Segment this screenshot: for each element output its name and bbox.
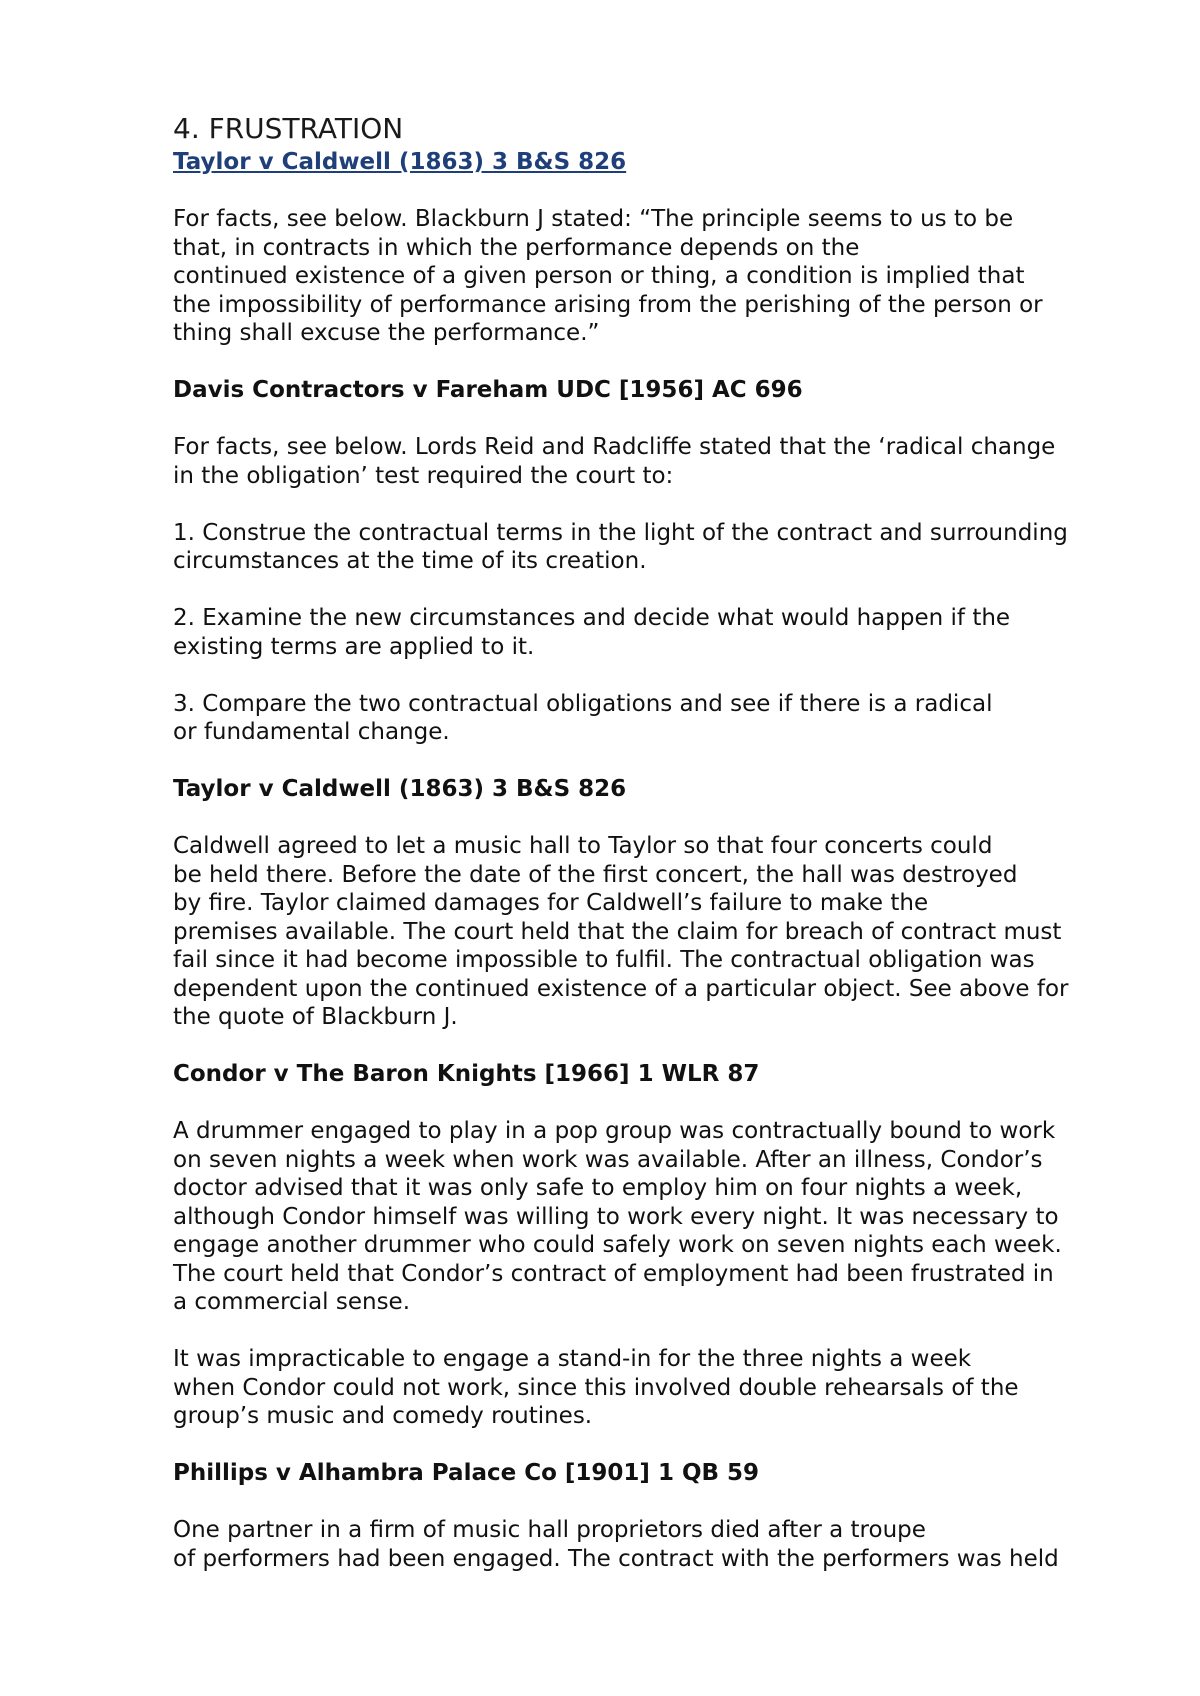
list-item-3 — [173, 690, 1133, 747]
list-item-2 — [173, 604, 1133, 661]
text-line: of performers had been engaged. The contract with the performers was held — [173, 1545, 1059, 1572]
paragraph-condor-standin — [173, 1345, 1133, 1431]
text-line: in the obligation’ test required the court to: — [173, 462, 674, 489]
text-line: on seven nights a week when work was available. After an illness, Condor’s — [173, 1146, 1043, 1173]
text-line: For facts, see below. Lords Reid and Radcliffe stated that the ‘radical change — [173, 434, 1056, 460]
text-line: 2. Examine the new circumstances and decide what would happen if the — [173, 605, 1011, 631]
case-title-taylor: Taylor v Caldwell (1863) 3 B&S 826 — [173, 776, 627, 802]
spacer — [173, 661, 1133, 690]
text-line: It was impracticable to engage a stand-in for the three nights a week — [173, 1346, 972, 1372]
paragraph-taylor-facts — [173, 832, 1133, 1032]
list-item-1 — [173, 519, 1133, 576]
text-line: The court held that Condor’s contract of employment had been frustrated in — [173, 1260, 1054, 1287]
case-title-condor: Condor v The Baron Knights [1966] 1 WLR 87 — [173, 1061, 760, 1087]
text-line: For facts, see below. Blackburn J stated: “The principle seems to us to be — [173, 206, 1014, 232]
text-line: existing terms are applied to it. — [173, 633, 535, 660]
text-line: when Condor could not work, since this involved double rehearsals of the — [173, 1374, 1019, 1401]
spacer — [173, 348, 1133, 377]
paragraph-phillips-facts — [173, 1516, 1133, 1573]
case-title-phillips: Phillips v Alhambra Palace Co [1901] 1 QB 59 — [173, 1460, 760, 1486]
text-line: 1. Construe the contractual terms in the light of the contract and surrounding — [173, 519, 1068, 546]
spacer — [173, 1089, 1133, 1118]
document-page — [173, 112, 1133, 1573]
spacer — [173, 1317, 1133, 1346]
text-line: fail since it had become impossible to fulfil. The contractual obligation was — [173, 947, 1035, 973]
text-line: circumstances at the time of its creation. — [173, 548, 647, 574]
case-title-davis: Davis Contractors v Fareham UDC [1956] AC 696 — [173, 377, 803, 403]
text-line: 3. Compare the two contractual obligations and see if there is a radical — [173, 690, 993, 717]
text-line: that, in contracts in which the performance depends on the — [173, 234, 860, 261]
text-line: One partner in a firm of music hall proprietors died after a troupe — [173, 1517, 926, 1543]
section-heading: 4. FRUSTRATION — [173, 112, 404, 145]
paragraph-condor-facts — [173, 1117, 1133, 1317]
spacer — [173, 576, 1133, 605]
text-line: A drummer engaged to play in a pop group was contractually bound to work — [173, 1118, 1056, 1144]
paragraph-blackburn-quote — [173, 205, 1133, 348]
case-link-taylor[interactable]: Taylor v Caldwell (1863) 3 B&S 826 — [173, 149, 627, 175]
text-line: Caldwell agreed to let a music hall to Taylor so that four concerts could — [173, 833, 993, 859]
text-line: dependent upon the continued existence of a particular object. See above for — [173, 975, 1069, 1002]
text-line: a commercial sense. — [173, 1289, 411, 1315]
text-line: engage another drummer who could safely work on seven nights each week. — [173, 1232, 1062, 1258]
text-line: continued existence of a given person or thing, a condition is implied that — [173, 263, 1025, 289]
text-line: the impossibility of performance arising from the perishing of the person or — [173, 291, 1043, 318]
text-line: although Condor himself was willing to work every night. It was necessary to — [173, 1203, 1059, 1230]
text-line: by fire. Taylor claimed damages for Caldwell’s failure to make the — [173, 890, 929, 916]
text-line: thing shall excuse the performance.” — [173, 320, 600, 346]
spacer — [173, 1032, 1133, 1061]
spacer — [173, 177, 1133, 206]
spacer — [173, 405, 1133, 434]
text-line: group’s music and comedy routines. — [173, 1403, 593, 1429]
text-line: be held there. Before the date of the first concert, the hall was destroyed — [173, 861, 1018, 888]
text-line: doctor advised that it was only safe to employ him on four nights a week, — [173, 1175, 1023, 1201]
spacer — [173, 747, 1133, 776]
spacer — [173, 804, 1133, 833]
spacer — [173, 1431, 1133, 1460]
text-line: premises available. The court held that the claim for breach of contract must — [173, 918, 1062, 945]
text-line: the quote of Blackburn J. — [173, 1004, 458, 1030]
spacer — [173, 1488, 1133, 1517]
paragraph-radical-change — [173, 433, 1133, 490]
spacer — [173, 490, 1133, 519]
text-line: or fundamental change. — [173, 719, 450, 745]
